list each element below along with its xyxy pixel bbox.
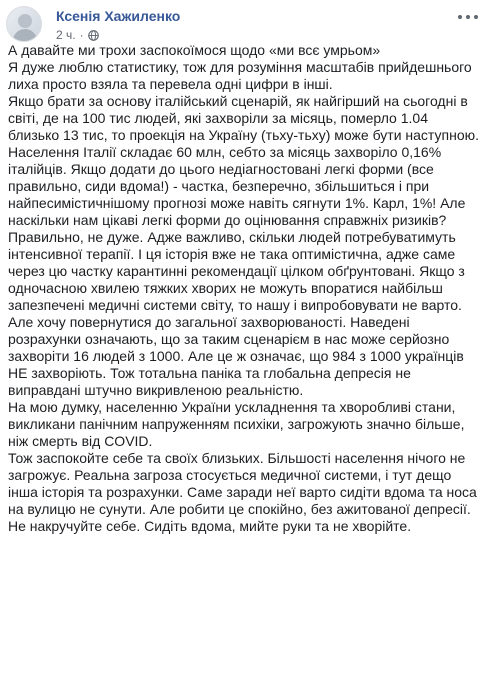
avatar-shoulders	[13, 29, 37, 42]
post-paragraph: Правильно, не дуже. Адже важливо, скільки людей потребуватимуть інтенсивної терапії. І ця історія вже не така оптимістична, адже саме через цю частку карантинні рекомендації цілком обґрунтовані. Якщо з одночасною хвилею тяжких хворих не можуть впоратися найбільш запезпечені медичні системи світу, то нашу і випробовувати не варто.	[8, 229, 465, 313]
globe-icon[interactable]	[88, 30, 99, 41]
meta-separator: ·	[79, 28, 84, 42]
post-meta	[56, 28, 99, 42]
post-paragraph: Але хочу повернутися до загальної захворюваності. Наведені розрахунки означають, що за таким сценарієм в нас може серйозно захворіти 16 людей з 1000. Але це ж означає, що 984 з 1000 українців НЕ захворіють. Тож тотальна паніка та глобальна депресія не виправдані штучно викривленою реальністю.	[8, 314, 464, 398]
more-dot	[474, 15, 478, 19]
more-options-icon[interactable]	[458, 10, 478, 24]
post-paragraph: Я дуже люблю статистику, тож для розуміння масштабів прийдешнього лиха просто взяла та перевела одні цифри в інші.	[8, 59, 472, 92]
author-avatar[interactable]	[6, 6, 42, 42]
post-timestamp[interactable]: 2 ч.	[56, 28, 76, 42]
post-paragraph: Населення Італії складає 60 млн, себто за місяць захворіло 0,16% італійців. Якщо додати до цього недіагностовані легкі форми (все правильно, сиди вдома!) - частка, безперечно, збільшиться і при найпесимістичнішому прогнозі може навіть сягнути 1%. Карл, 1%! Але наскільки нам цікаві легкі форми до оцінювання справжніх ризиків?	[8, 144, 466, 228]
post-body	[8, 42, 482, 535]
more-dot	[466, 15, 470, 19]
post-paragraph: На мою думку, населенню України ускладнення та хворобливі стани, викликани панічним напруженням психіки, загрожують значно більше, ніж смерть від COVID.	[8, 399, 465, 449]
avatar-head	[18, 14, 32, 28]
post-paragraph: Тож заспокойте себе та своїх близьких. Більшості населення нічого не загрожує. Реальна загроза стосується медичної системи, і тут дещо інша історія та розрахунки. Саме заради неї варто сидіти вдома та носа на вулицю не сунути. Але робити це спокійно, без ажитованої депресії.	[8, 450, 477, 517]
post-paragraph: Якщо брати за основу італійський сценарій, як найгірший на сьогодні в світі, де на 100 тис людей, які захворіли за місяць, померло 1.04 близько 13 тис, то проекція на Україну (тьху-тьху) може бути наступною.	[8, 93, 479, 143]
author-name[interactable]: Ксенія Хажиленко	[56, 8, 181, 24]
post-paragraph: Не накручуйте себе. Сидіть вдома, мийте руки та не хворійте.	[8, 518, 412, 534]
more-dot	[458, 15, 462, 19]
post-paragraph: А давайте ми трохи заспокоїмося щодо «ми всє умрьом»	[8, 42, 381, 58]
